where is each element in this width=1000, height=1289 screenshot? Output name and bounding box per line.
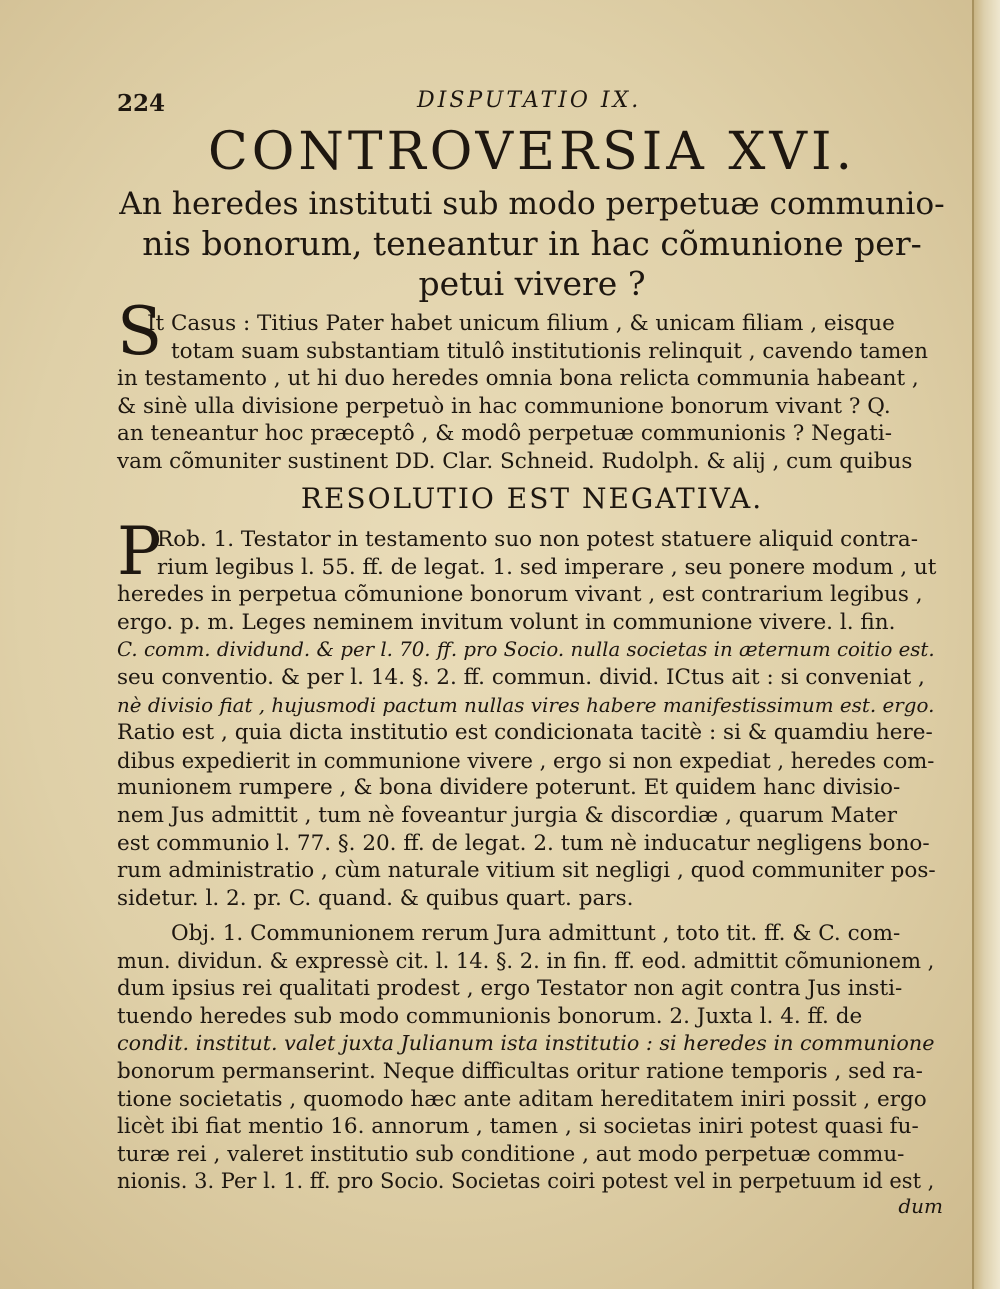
prob-paragraph [117, 526, 939, 912]
text-line: in testamento , ut hi duo heredes omnia bona relicta communia habeant , [117, 366, 919, 392]
text-line: Rob. 1. Testator in testamento suo non potest statuere aliquid contra- [157, 527, 919, 552]
text-line: licèt ibi fiat mentio 16. annorum , tamen , si societas iniri potest quasi fu- [117, 1114, 919, 1140]
page-number: 224 [117, 90, 166, 117]
text-line: ergo. p. m. Leges neminem invitum volunt in communione vivere. l. fin. [117, 609, 896, 635]
text-line: munionem rumpere , & bona dividere poterunt. Et quidem hanc divisio- [117, 775, 901, 801]
text-line: mun. dividun. & expressè cit. l. 14. §. 2. in fin. ff. eod. admittit cõmunionem , [117, 948, 935, 973]
text-line: bonorum permanserint. Neque difficultas oritur ratione temporis , sed ra- [117, 1058, 923, 1084]
obj-paragraph [117, 920, 939, 1196]
text-line: condit. institut. valet juxta Julianum ista institutio : si heredes in communione [117, 1031, 935, 1056]
dropcap-s: S [117, 293, 163, 370]
question-title [117, 184, 947, 304]
question-line: petui vivere ? [418, 264, 646, 303]
catchword: dum [898, 1194, 943, 1218]
text-line: est communio l. 77. §. 20. ff. de legat. 2. tum nè inducatur negligens bono- [117, 830, 930, 856]
text-line: & sinè ulla divisione perpetuò in hac communione bonorum vivant ? Q. [117, 393, 891, 419]
text-line: totam suam substantiam titulô institutionis relinquit , cavendo tamen [171, 338, 928, 364]
text-line: nem Jus admittit , tum nè foveantur jurgia & discordiæ , quarum Mater [117, 802, 898, 828]
text-line: dum ipsius rei qualitati prodest , ergo Testator non agit contra Jus insti- [117, 976, 903, 1002]
running-title: DISPUTATIO IX. [417, 88, 642, 113]
question-line: nis bonorum, teneantur in hac cõmunione per- [142, 224, 922, 263]
casus-paragraph [117, 310, 939, 476]
text-line: turæ rei , valeret institutio sub conditione , aut modo perpetuæ commu- [117, 1141, 905, 1167]
dropcap-p: P [117, 513, 162, 590]
resolutio-heading: RESOLUTIO EST NEGATIVA. [300, 482, 764, 515]
text-line: heredes in perpetua cõmunione bonorum vivant , est contrarium legibus , [117, 582, 923, 608]
text-line: an teneantur hoc præceptô , & modô perpetuæ communionis ? Negati- [117, 421, 892, 447]
text-line: rium legibus l. 55. ff. de legat. 1. sed imperare , seu ponere modum , ut [157, 554, 937, 580]
text-line: nè divisio fiat , hujusmodi pactum nullas vires habere manifestissimum est. ergo. [117, 693, 935, 717]
text-line: Obj. 1. Communionem rerum Jura admittunt , toto tit. ff. & C. com- [171, 921, 901, 946]
running-head [117, 88, 947, 118]
page-gutter [972, 0, 1000, 1289]
controversia-heading: CONTROVERSIA XVI. [207, 122, 857, 182]
text-line: tione societatis , quomodo hæc ante aditam hereditatem iniri possit , ergo [117, 1086, 927, 1112]
question-line: An heredes instituti sub modo perpetuæ communio- [119, 186, 945, 222]
text-line: vam cõmuniter sustinent DD. Clar. Schneid. Rudolph. & alij , cum quibus [117, 448, 913, 474]
text-line: dibus expedierit in communione vivere , ergo si non expediat , heredes com- [117, 747, 935, 773]
text-line: Ratio est , quia dicta institutio est condicionata tacitè : si & quamdiu here- [117, 720, 933, 746]
text-line: tuendo heredes sub modo communionis bonorum. 2. Juxta l. 4. ff. de [117, 1003, 863, 1029]
text-line: sidetur. l. 2. pr. C. quand. & quibus quart. pars. [117, 885, 634, 911]
text-line: nionis. 3. Per l. 1. ff. pro Socio. Societas coiri potest vel in perpetuum id est , [117, 1169, 935, 1194]
text-line: seu conventio. & per l. 14. §. 2. ff. commun. divid. ICtus ait : si conveniat , [117, 664, 925, 690]
text-line: C. comm. dividund. & per l. 70. ff. pro Socio. nulla societas in æternum coitio est. [117, 638, 935, 662]
text-line: rum administratio , cùm naturale vitium sit negligi , quod communiter pos- [117, 858, 936, 884]
text-line: It Casus : Titius Pater habet unicum filium , & unicam filiam , eisque [147, 311, 895, 336]
